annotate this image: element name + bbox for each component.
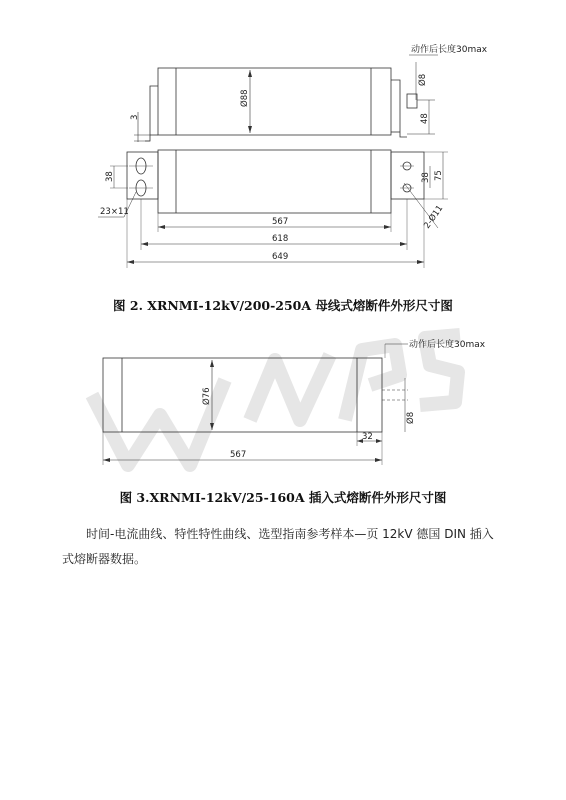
fig2-dim-d8: Ø8 bbox=[418, 73, 428, 86]
fig2-dim-3: 3 bbox=[130, 114, 140, 120]
fig2-dim-567: 567 bbox=[272, 217, 289, 227]
fig2-dim-618: 618 bbox=[272, 234, 289, 244]
fig2-dim-75: 75 bbox=[434, 170, 444, 181]
fig3-dim-d76: Ø76 bbox=[202, 387, 212, 405]
figure-2-caption: 图 2. XRNMI-12kV/200-250A 母线式熔断件外形尺寸图 bbox=[113, 298, 453, 313]
fig2-dim-649: 649 bbox=[272, 252, 289, 262]
fuse-body-insert bbox=[103, 358, 382, 432]
body-paragraph bbox=[62, 522, 532, 572]
fig2-dim-slot: 23×11 bbox=[100, 207, 129, 217]
fig3-dim-d8: Ø8 bbox=[406, 411, 416, 424]
paragraph-line-1: 时间-电流曲线、特性特性曲线、选型指南参考样本—页 12kV 德国 DIN 插入 bbox=[86, 527, 494, 541]
fig3-dim-32: 32 bbox=[362, 432, 373, 442]
fig2-dim-38-left: 38 bbox=[105, 171, 115, 182]
figure-3-caption: 图 3.XRNMI-12kV/25-160A 插入式熔断件外形尺寸图 bbox=[119, 490, 447, 505]
paragraph-line-2: 式熔断器数据。 bbox=[62, 552, 147, 566]
fig2-dim-48: 48 bbox=[420, 113, 430, 124]
fig2-dim-d88: Ø88 bbox=[240, 89, 250, 107]
fig2-dim-holes: 2-Ø11 bbox=[422, 203, 446, 231]
fig3-note-after-action: 动作后长度30max bbox=[409, 340, 486, 350]
fig2-dim-38-right: 38 bbox=[421, 172, 431, 183]
fig2-note-after-action: 动作后长度30max bbox=[411, 45, 488, 55]
fig3-dim-567: 567 bbox=[230, 450, 247, 460]
